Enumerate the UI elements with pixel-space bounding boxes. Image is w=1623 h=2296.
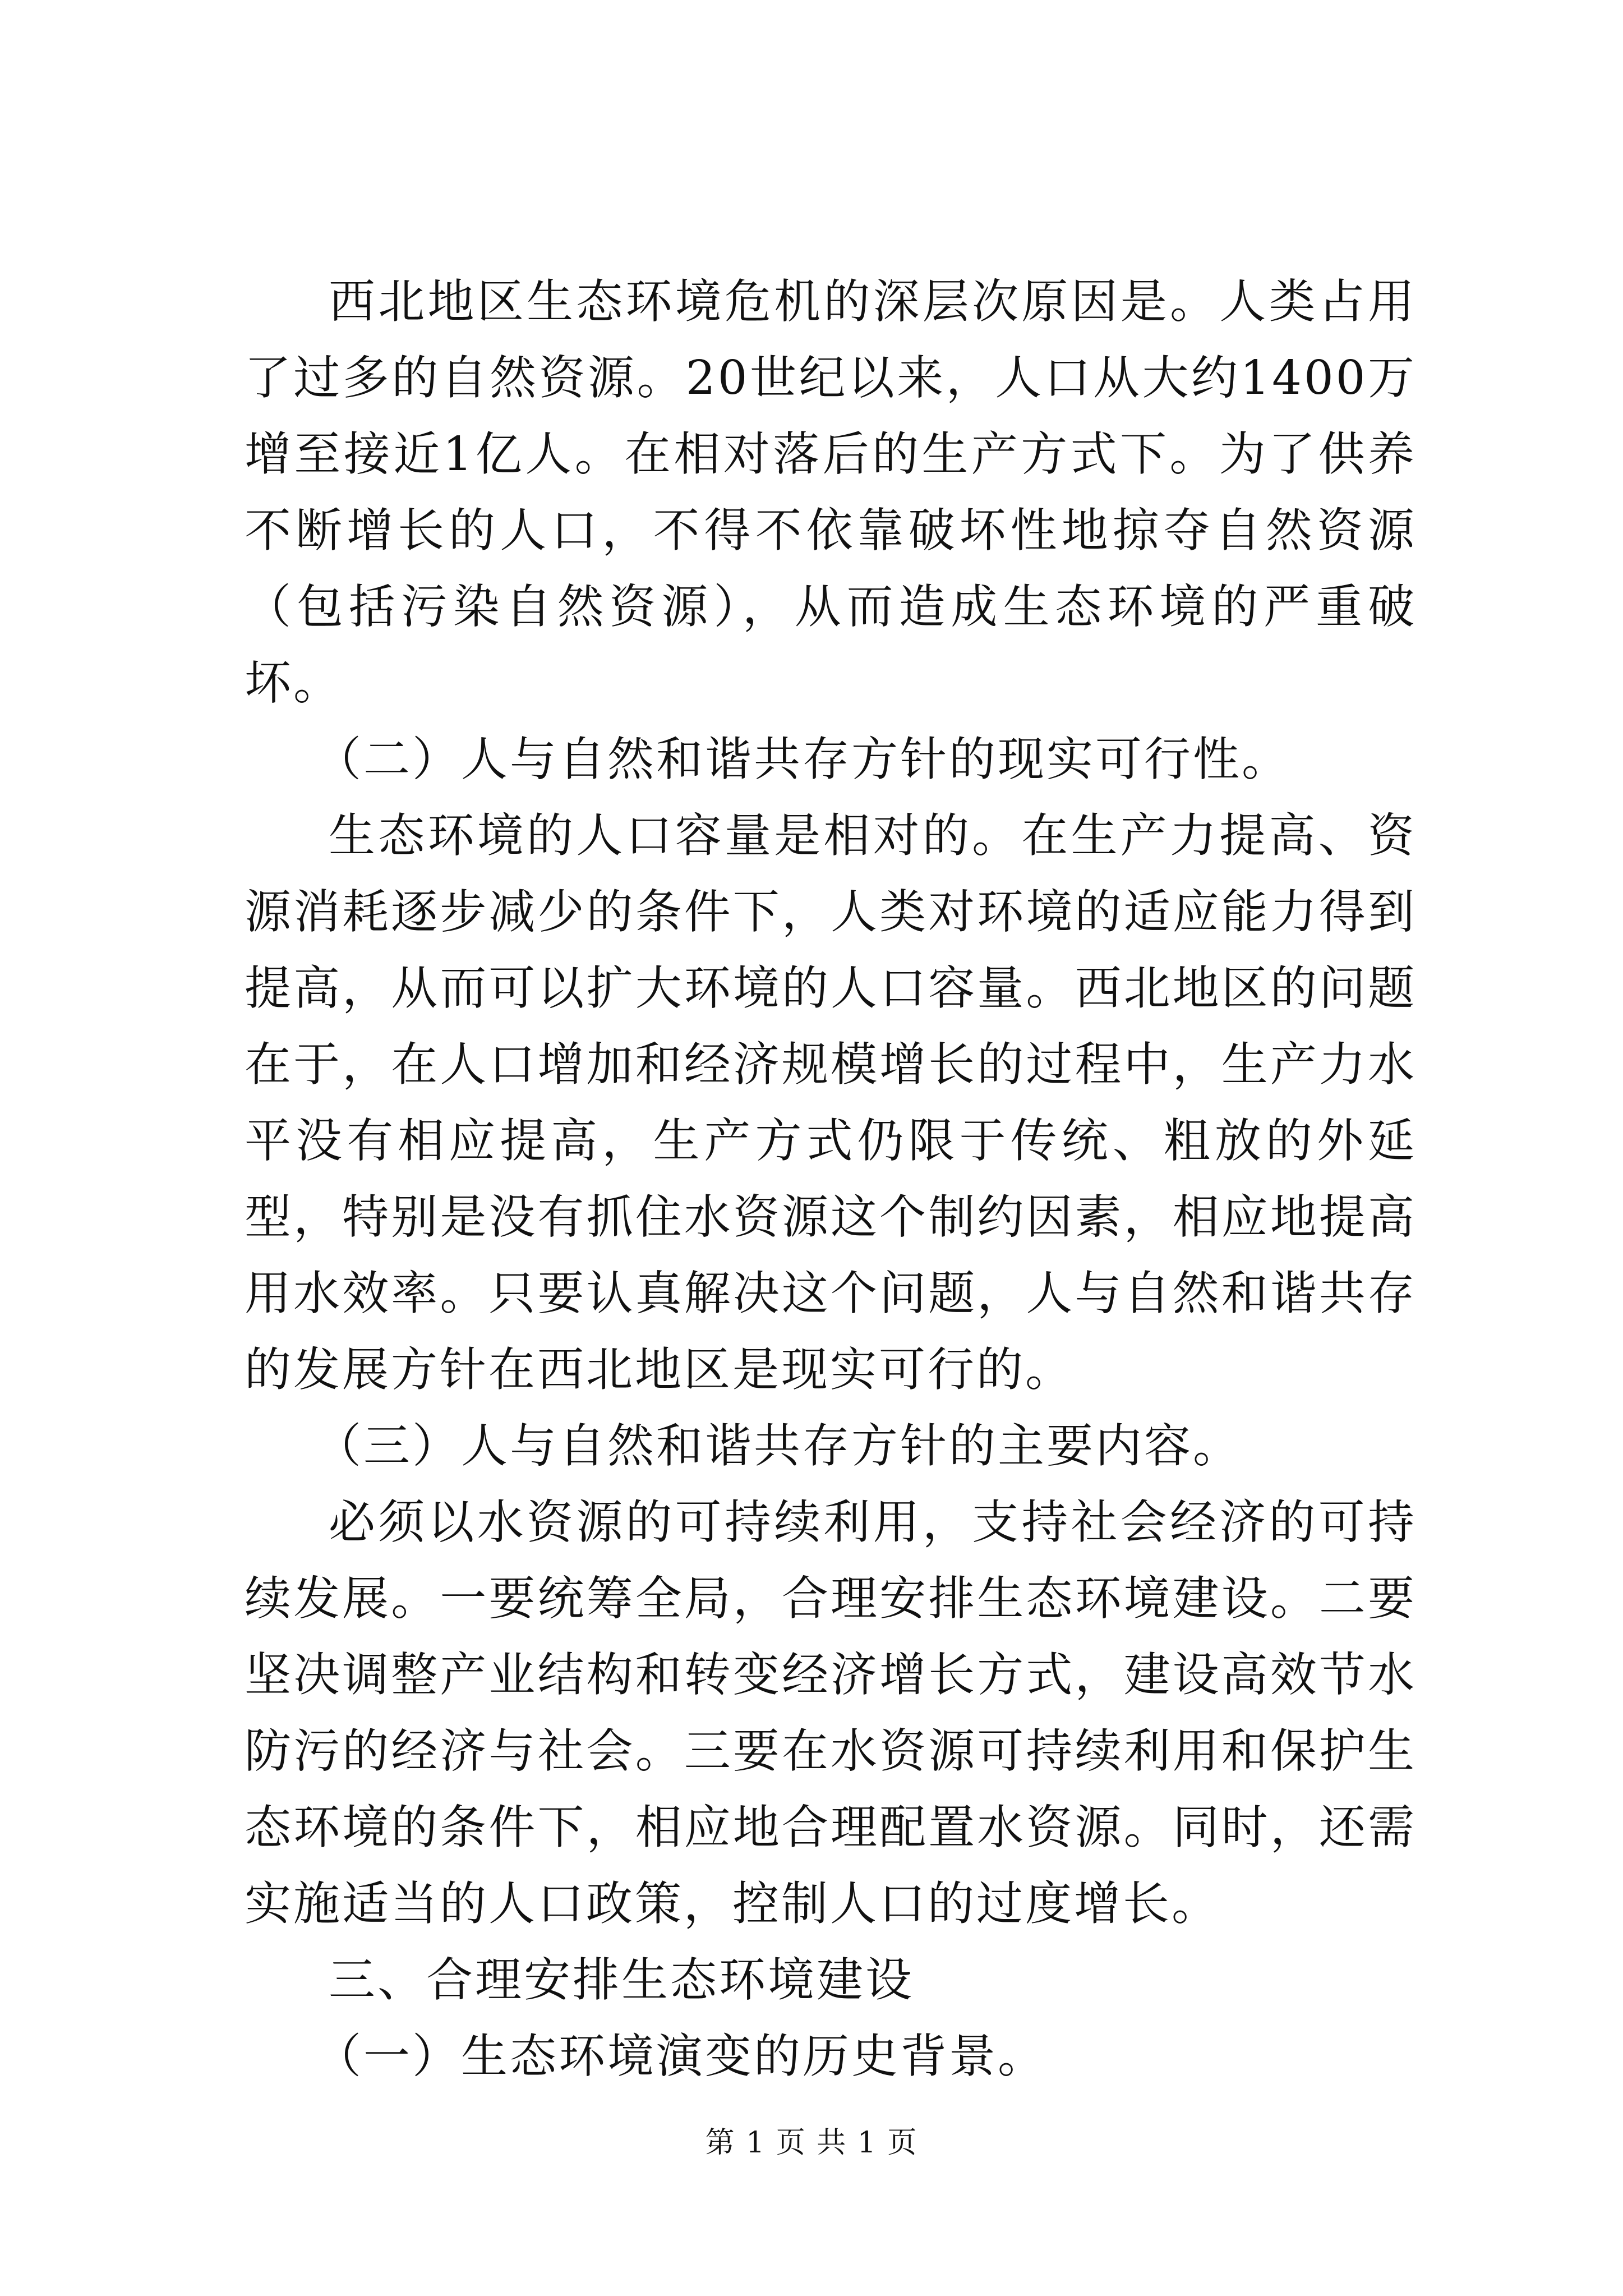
subheading-main-content: （三）人与自然和谐共存方针的主要内容。: [315, 1419, 1242, 1473]
paragraph-water-resources: 必须以水资源的可持续利用，支持社会经济的可持续发展。一要统筹全局，合理安排生态环境建设。二要坚决调整产业结构和转变经济增长方式，建设高效节水防污的经济与社会。三要在水资源可持续利用和保护生态环境的条件下，相应地合理配置水资源。同时，还需实施适当的人口政策，控制人口的过度增长。: [245, 1495, 1417, 1931]
paragraph-population-capacity: 生态环境的人口容量是相对的。在生产力提高、资源消耗逐步减少的条件下，人类对环境的适应能力得到提高，从而可以扩大环境的人口容量。西北地区的问题在于，在人口增加和经济规模增长的过程中，生产力水平没有相应提高，生产方式仍限于传统、粗放的外延型，特别是没有抓住水资源这个制约因素，相应地提高用水效率。只要认真解决这个问题，人与自然和谐共存的发展方针在西北地区是现实可行的。: [245, 808, 1417, 1397]
document-body: [245, 264, 1417, 2095]
subheading-historical-background: （一）生态环境演变的历史背景。: [315, 2029, 1046, 2083]
paragraph-causes: 西北地区生态环境危机的深层次原因是。人类占用了过多的自然资源。20世纪以来，人口从大约1400万增至接近1亿人。在相对落后的生产方式下。为了供养不断增长的人口，不得不依靠破坏性地掠夺自然资源（包括污染自然资源），从而造成生态环境的严重破坏。: [245, 274, 1417, 710]
page-number-footer: 第 1 页 共 1 页: [705, 2126, 918, 2160]
section-heading-ecology-construction: 三、合理安排生态环境建设: [329, 1953, 914, 2007]
subheading-feasibility: （二）人与自然和谐共存方针的现实可行性。: [315, 732, 1290, 786]
